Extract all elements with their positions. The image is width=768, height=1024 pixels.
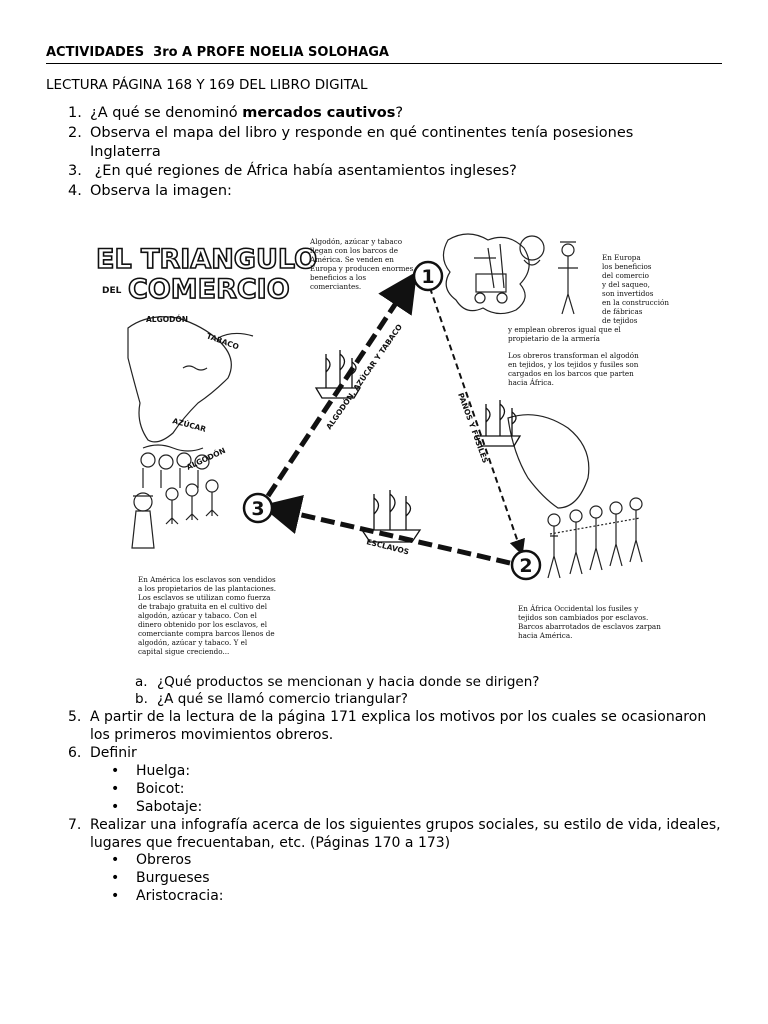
sub-question-b [135, 690, 408, 708]
question-number: 2. [68, 125, 82, 141]
triangular-trade-illustration [88, 218, 678, 664]
question-7 [68, 816, 730, 852]
sub-question-a [135, 673, 540, 691]
bullet: • [111, 781, 120, 797]
sub-question-letter: a. [135, 674, 148, 690]
figure-title [96, 244, 317, 305]
svg-text:de fábricas: de fábricas [602, 307, 643, 316]
svg-text:cargados en los barcos que par: cargados en los barcos que parten [508, 369, 634, 378]
sub-question-text: ¿Qué productos se mencionan y hacia donde se dirigen? [157, 674, 540, 690]
route-america-to-europe [268, 288, 406, 496]
question-text: Observa la imagen: [90, 183, 232, 199]
caption-africa [518, 604, 661, 640]
svg-text:América. Se venden en: América. Se venden en [310, 255, 394, 264]
svg-text:a los propietarios de las plan: a los propietarios de las plantaciones. [138, 584, 277, 593]
svg-text:beneficios a los: beneficios a los [310, 273, 367, 282]
group-item [111, 887, 224, 905]
question-text: Definir [90, 745, 137, 761]
group-item [111, 851, 192, 869]
caption-top [309, 237, 414, 291]
svg-text:Los obreros transforman el alg: Los obreros transforman el algodón [508, 351, 639, 360]
node-number: 1 [421, 266, 435, 288]
sub-question-letter: b. [135, 691, 148, 707]
question-number: 1. [68, 105, 82, 121]
bullet: • [111, 763, 120, 779]
caption-workers [507, 325, 622, 343]
svg-text:comerciante compra barcos llen: comerciante compra barcos llenos de [138, 629, 275, 638]
bullet: • [111, 852, 120, 868]
caption-america [138, 575, 276, 656]
definition-item [111, 798, 203, 816]
svg-text:los beneficios: los beneficios [602, 262, 652, 271]
svg-text:llegan con los barcos de: llegan con los barcos de [310, 246, 399, 255]
map-label-azucar: AZÚCAR [171, 416, 208, 434]
node-europe [414, 262, 442, 290]
question-number: 6. [68, 745, 82, 761]
svg-text:algodón, azúcar y tabaco. Con: algodón, azúcar y tabaco. Con el [138, 611, 257, 620]
europe-map-sketch [443, 234, 578, 314]
svg-text:En Europa: En Europa [602, 253, 641, 262]
svg-text:Barcos abarrotados de esclavos: Barcos abarrotados de esclavos zarpan [518, 622, 661, 631]
question-text: Observa el mapa del libro y responde en qué continentes tenía posesiones Inglaterra [90, 125, 634, 160]
figure-title-line2: COMERCIO [128, 274, 290, 305]
svg-text:de trabajo gratuita en el cult: de trabajo gratuita en el cultivo del [138, 602, 268, 611]
map-label-tabaco: TABACO [205, 331, 241, 352]
sub-question-text: ¿A qué se llamó comercio triangular? [157, 691, 408, 707]
route-label-algodon-azucar-tabaco: ALGODÓN, AZÚCAR Y TABACO [324, 322, 405, 432]
bullet: • [111, 799, 120, 815]
node-america [244, 494, 272, 522]
svg-text:y del saqueo,: y del saqueo, [602, 280, 650, 289]
definition-term: Boicot: [136, 781, 185, 797]
svg-text:tejidos son cambiados por escl: tejidos son cambiados por esclavos. [518, 613, 649, 622]
question-6 [68, 744, 137, 762]
route-label-panos-fusiles: PAÑOS Y FUSILES [456, 391, 490, 465]
svg-text:son invertidos: son invertidos [602, 289, 654, 298]
svg-text:dinero obtenido por los esclav: dinero obtenido por los esclavos, el [138, 620, 268, 629]
question-text: ¿En qué regiones de África había asentamientos ingleses? [90, 163, 517, 179]
svg-text:Los esclavos se utilizan como: Los esclavos se utilizan como fuerza [138, 593, 271, 602]
caption-europe [601, 253, 669, 325]
question-1 [68, 104, 404, 123]
route-label-esclavos: ESCLAVOS [365, 537, 410, 557]
svg-text:algodón, azúcar y tabaco. Y el: algodón, azúcar y tabaco. Y el [138, 638, 248, 647]
node-number: 3 [251, 498, 265, 520]
svg-text:En África Occidental los fusil: En África Occidental los fusiles y [518, 604, 639, 613]
bullet: • [111, 888, 120, 904]
node-number: 2 [519, 555, 533, 577]
figure-title-line1: EL TRIANGULO [96, 244, 318, 275]
definition-term: Huelga: [136, 763, 191, 779]
map-label-algodon-2: ALGODÓN [185, 445, 227, 472]
svg-text:y emplean obreros igual que el: y emplean obreros igual que el [508, 325, 621, 334]
bullet: • [111, 870, 120, 886]
svg-text:Europa y producen enormes: Europa y producen enormes [310, 264, 414, 273]
map-label-algodon: ALGODÓN [146, 315, 188, 324]
group-name: Obreros [136, 852, 192, 868]
svg-text:hacia África.: hacia África. [508, 378, 554, 387]
page-title: ACTIVIDADES 3ro A PROFE NOELIA SOLOHAGA [46, 45, 722, 64]
plantation-figures [132, 480, 218, 548]
question-number: 5. [68, 709, 82, 725]
group-item [111, 869, 210, 887]
figure-title-del: DEL [102, 286, 122, 296]
question-3 [68, 162, 517, 181]
question-text-end: ? [395, 105, 404, 121]
svg-text:capital sigue creciendo...: capital sigue creciendo... [138, 647, 230, 656]
svg-text:propietario de la armería: propietario de la armería [508, 334, 600, 343]
question-text: Realizar una infografía acerca de los siguientes grupos sociales, su estilo de vida, ideales, lugares que frecuentaban, etc. (Páginas 170 a 173) [90, 817, 721, 851]
definition-item [111, 780, 185, 798]
definition-item [111, 762, 191, 780]
svg-text:hacia América.: hacia América. [518, 631, 573, 640]
question-text: A partir de la lectura de la página 171 explica los motivos por los cuales se ocasionaron los primeros movimientos obreros. [90, 709, 707, 743]
group-name: Aristocracia: [136, 888, 224, 904]
question-number: 4. [68, 183, 82, 199]
question-4 [68, 182, 232, 201]
route-africa-to-america [280, 510, 510, 563]
reading-instruction: LECTURA PÁGINA 168 Y 169 DEL LIBRO DIGITAL [46, 77, 368, 93]
question-number: 3. [68, 163, 82, 179]
question-number: 7. [68, 817, 82, 833]
svg-text:En América los esclavos son ve: En América los esclavos son vendidos [138, 575, 276, 584]
svg-text:Algodón, azúcar y tabaco: Algodón, azúcar y tabaco [310, 237, 403, 246]
group-name: Burgueses [136, 870, 210, 886]
question-5 [68, 708, 730, 744]
svg-text:comerciantes.: comerciantes. [310, 282, 362, 291]
caption-transform [508, 351, 639, 387]
svg-text:en tejidos, y los tejidos y fu: en tejidos, y los tejidos y fusiles son [508, 360, 639, 369]
node-africa [512, 551, 540, 579]
question-text: ¿A qué se denominó [90, 105, 243, 121]
svg-text:en la construcción: en la construcción [602, 298, 669, 307]
question-keyword: mercados cautivos [242, 105, 396, 121]
svg-text:del comercio: del comercio [602, 271, 649, 280]
definition-term: Sabotaje: [136, 799, 203, 815]
svg-text:de tejidos: de tejidos [602, 316, 638, 325]
question-2 [68, 124, 690, 162]
